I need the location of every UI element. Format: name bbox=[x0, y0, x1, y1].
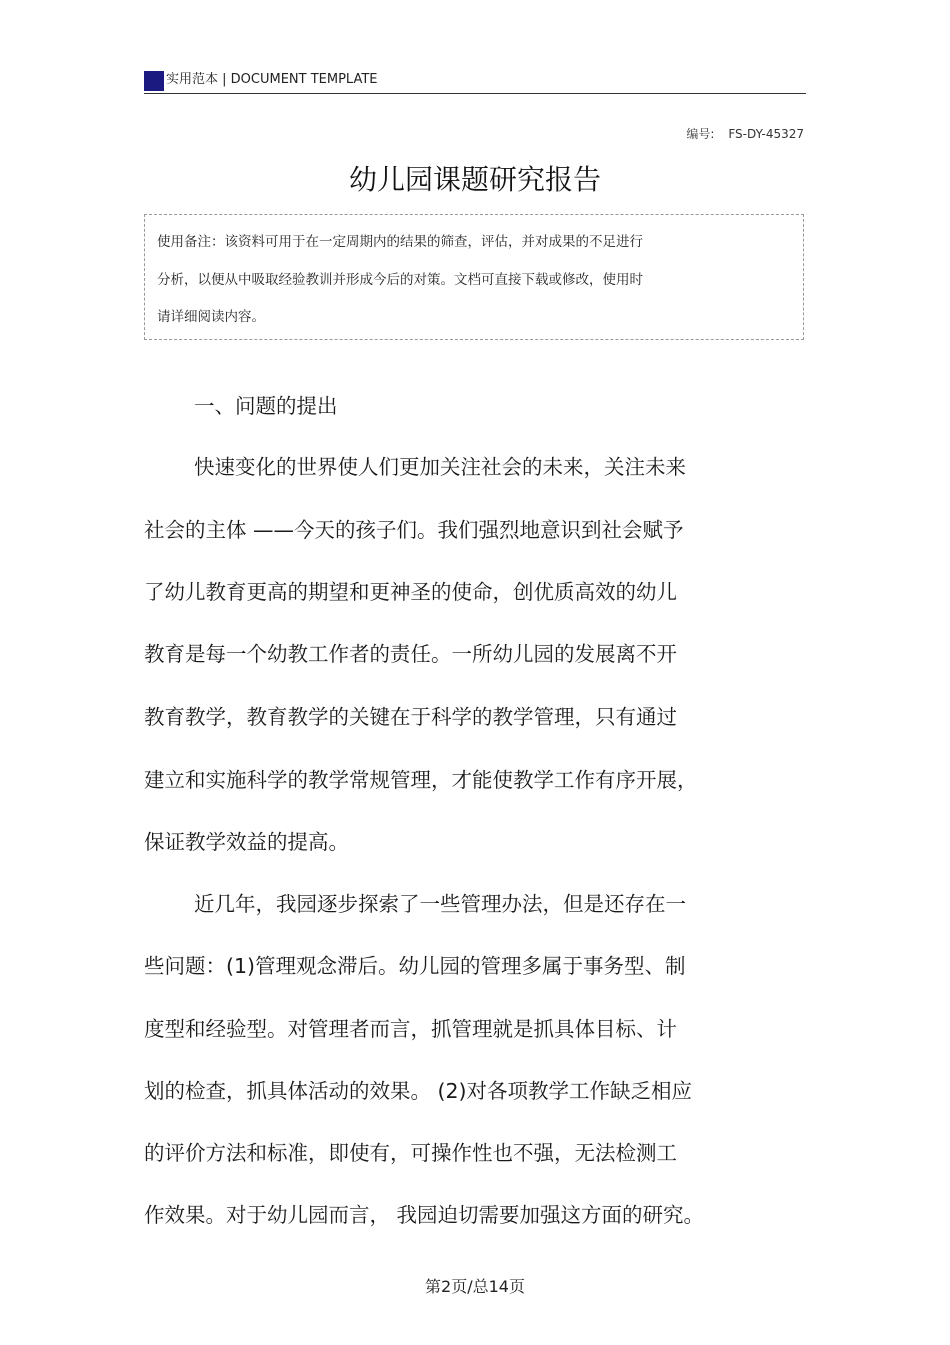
document-title: 幼儿园课题研究报告 bbox=[348, 163, 601, 196]
section-heading: 一、问题的提出 bbox=[194, 394, 338, 418]
paragraph-line: 快速变化的世界使人们更加关注社会的未来，关注未来 bbox=[194, 455, 686, 479]
paragraph-line: 了幼儿教育更高的期望和更神圣的使命，创优质高效的幼儿 bbox=[144, 580, 677, 604]
header-logo-mark bbox=[144, 71, 164, 91]
page-number: 第2页/总14页 bbox=[425, 1277, 525, 1296]
paragraph-line: 社会的主体 ——今天的孩子们。我们强烈地意识到社会赋予 bbox=[144, 518, 684, 542]
usage-notes-line: 使用备注：该资料可用于在一定周期内的结果的筛查，评估，并对成果的不足进行 bbox=[157, 234, 643, 250]
paragraph-line: 的评价方法和标准，即使有，可操作性也不强，无法检测工 bbox=[144, 1141, 677, 1165]
paragraph-line: 建立和实施科学的教学常规管理，才能使教学工作有序开展， bbox=[144, 768, 698, 792]
usage-notes-line: 分析，以便从中吸取经验教训并形成今后的对策。文档可直接下载或修改，使用时 bbox=[157, 271, 643, 288]
paragraph-line: 教育是每一个幼教工作者的责任。一所幼儿园的发展离不开 bbox=[144, 642, 677, 666]
paragraph-line: 保证教学效益的提高。 bbox=[144, 830, 349, 854]
paragraph-line: 度型和经验型。对管理者而言，抓管理就是抓具体目标、计 bbox=[144, 1017, 677, 1041]
usage-notes-line: 请详细阅读内容。 bbox=[157, 309, 265, 325]
usage-notes-box bbox=[144, 214, 804, 340]
header-title: 实用范本 | DOCUMENT TEMPLATE bbox=[166, 72, 378, 87]
paragraph-line: 些问题：(1)管理观念滞后。幼儿园的管理多属于事务型、制 bbox=[144, 954, 686, 978]
paragraph-line: 近几年，我园逐步探索了一些管理办法，但是还存在一 bbox=[194, 892, 686, 916]
paragraph-line: 划的检查，抓具体活动的效果。 (2)对各项教学工作缺乏相应 bbox=[144, 1079, 693, 1103]
document-number bbox=[686, 125, 804, 142]
usage-notes-text bbox=[157, 224, 747, 337]
page-header bbox=[144, 68, 806, 94]
paragraph-line: 作效果。对于幼儿园而言， 我园迫切需要加强这方面的研究。 bbox=[144, 1203, 705, 1227]
paragraph-line: 教育教学，教育教学的关键在于科学的教学管理，只有通过 bbox=[144, 705, 677, 729]
document-number-value: FS-DY-45327 bbox=[728, 127, 804, 141]
document-number-label: 编号: bbox=[686, 127, 715, 141]
